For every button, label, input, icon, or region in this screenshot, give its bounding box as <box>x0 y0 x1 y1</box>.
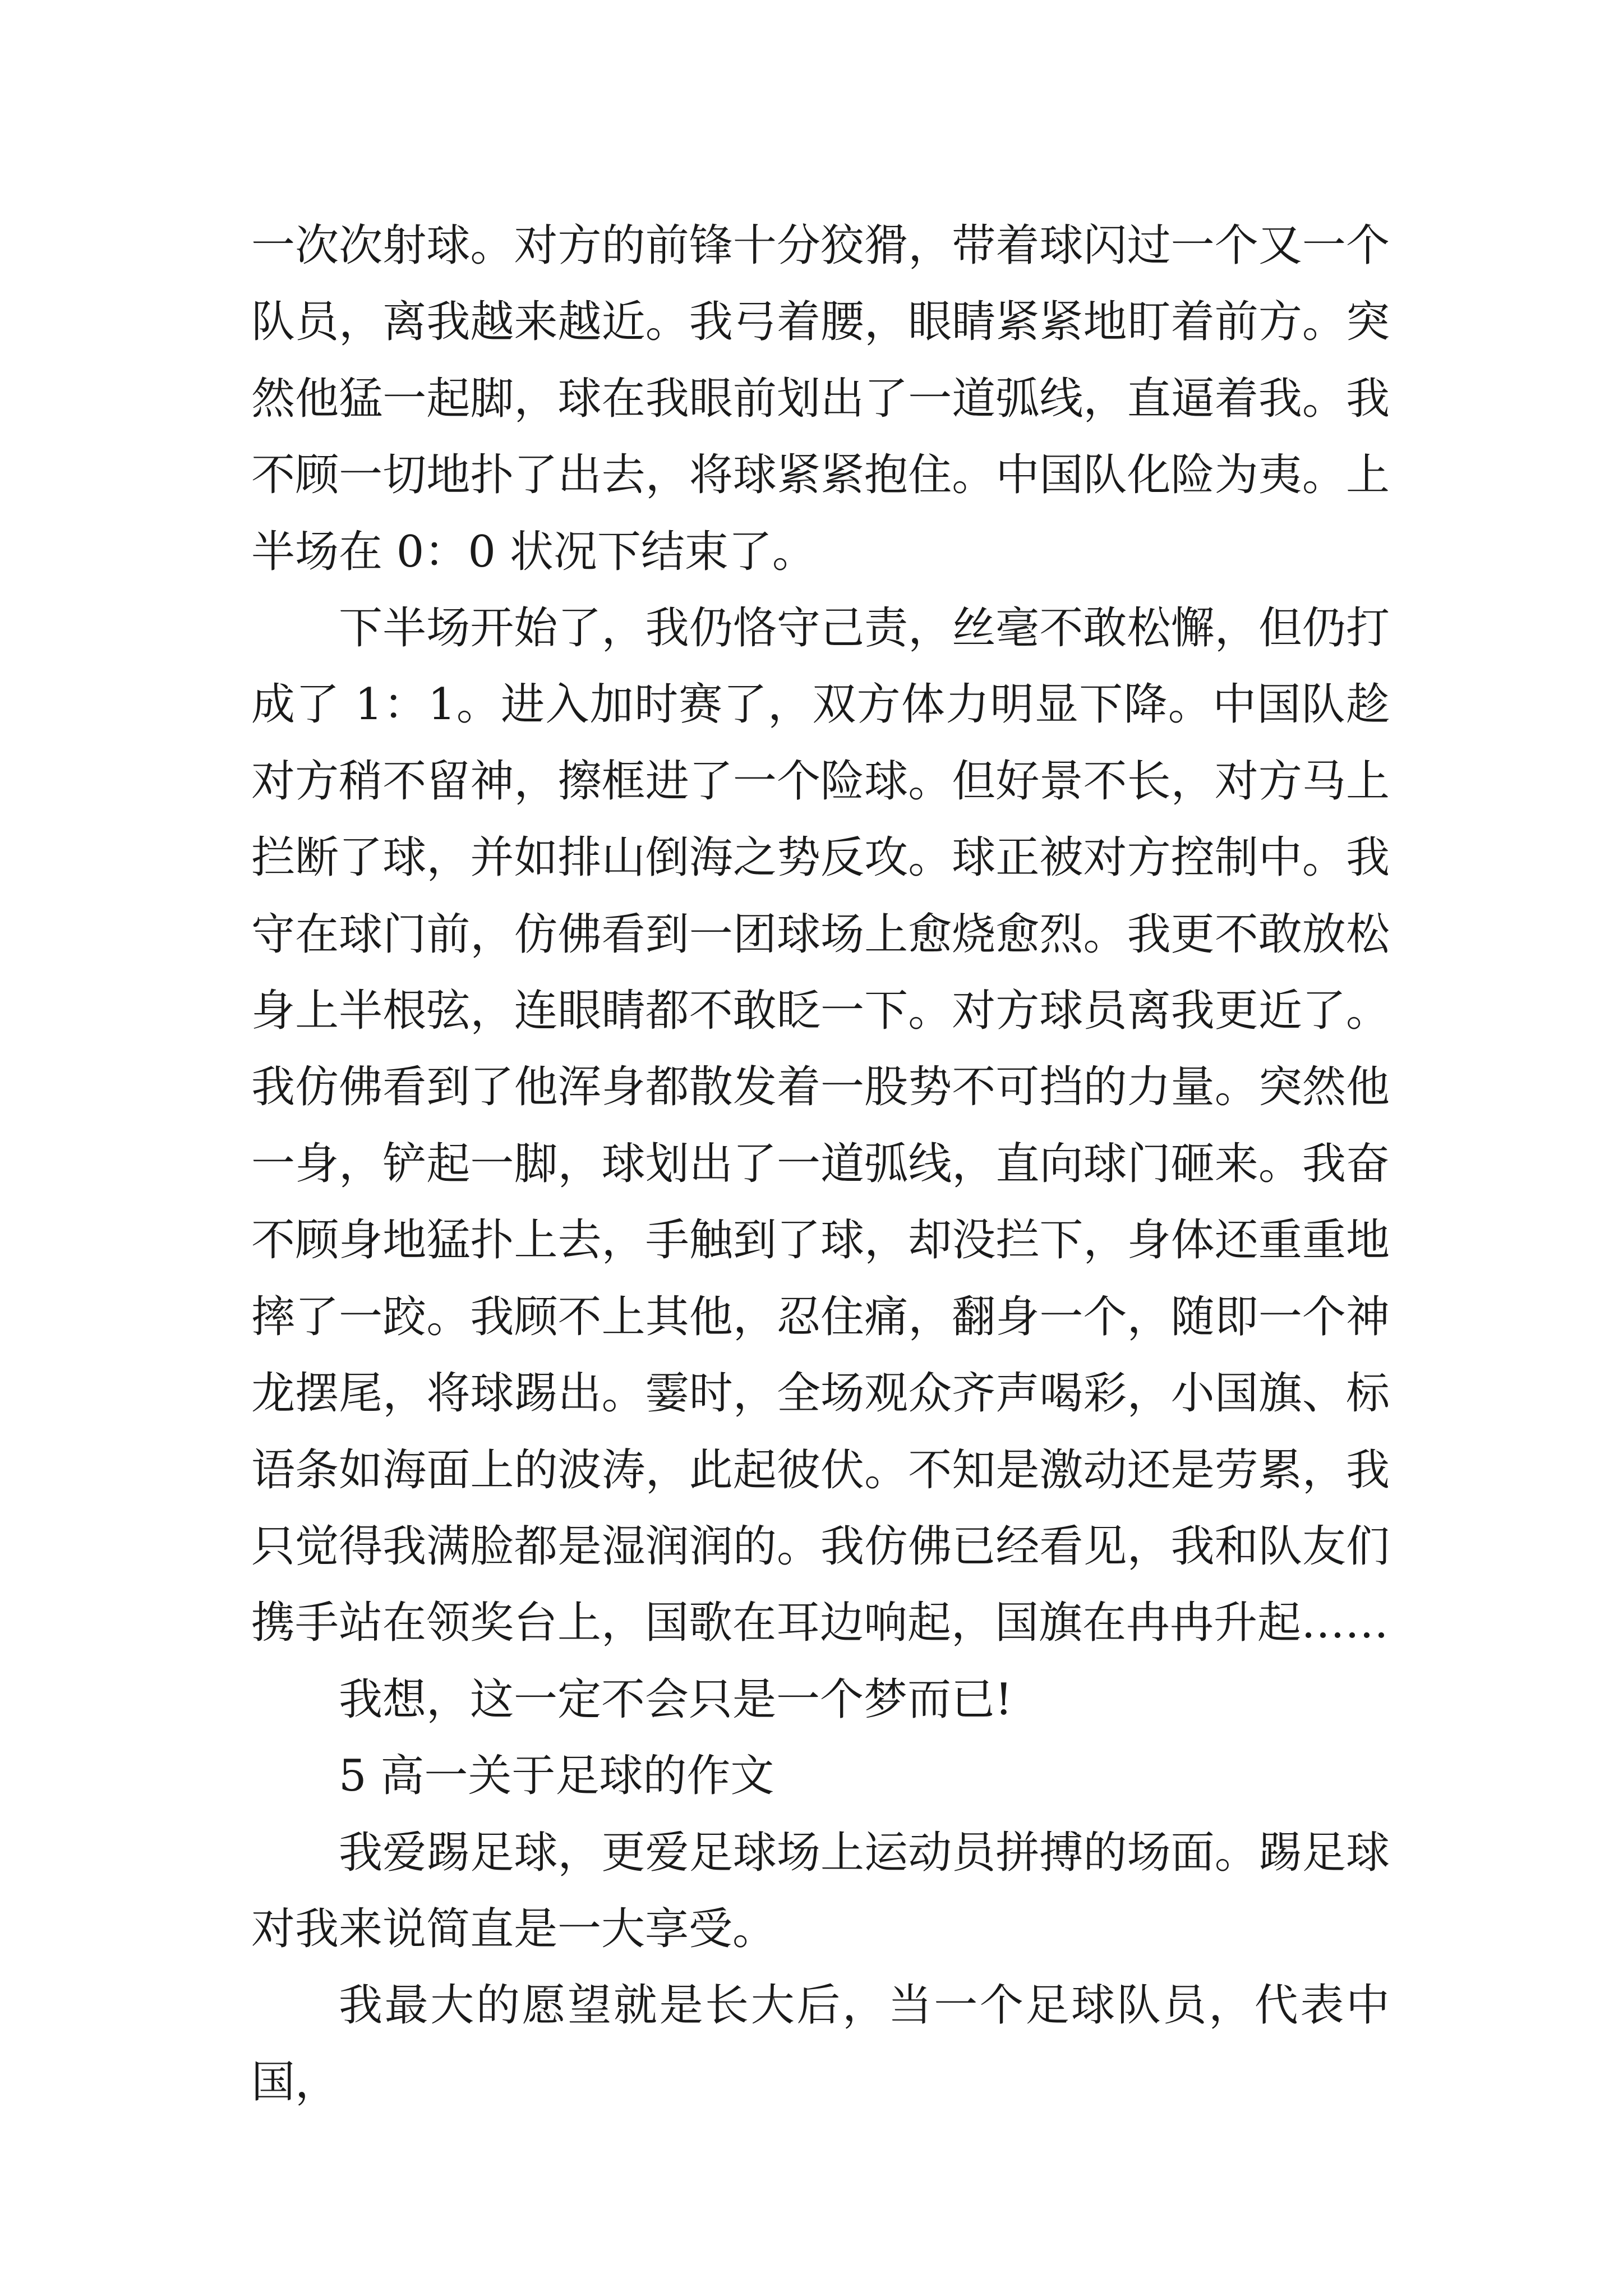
paragraph-4: 我爱踢足球，更爱足球场上运动员拼搏的场面。踢足球对我来说简直是一大享受。 <box>251 1827 1390 1954</box>
paragraph-1: 一次次射球。对方的前锋十分狡猾，带着球闪过一个又一个队员，离我越来越近。我弓着腰，眼睛紧紧地盯着前方。突然他猛一起脚，球在我眼前划出了一道弧线，直逼着我。我不顾一切地扑了出去，将球紧紧抱住。中国队化险为夷。上半场在 0：0 状况下结束了。 <box>251 220 1390 577</box>
paragraph-3: 我想，这一定不会只是一个梦而已! <box>339 1674 1013 1725</box>
section-heading: 5 高一关于足球的作文 <box>339 1751 774 1802</box>
body-text <box>251 208 1390 2120</box>
paragraph-2: 下半场开始了，我仍恪守己责，丝毫不敢松懈，但仍打成了 1：1。进入加时赛了，双方体力明显下降。中国队趁对方稍不留神，擦框进了一个险球。但好景不长，对方马上拦断了球，并如排山倒海之势反攻。球正被对方控制中。我守在球门前，仿佛看到一团球场上愈烧愈烈。我更不敢放松身上半根弦，连眼睛都不敢眨一下。对方球员离我更近了。我仿佛看到了他浑身都散发着一股势不可挡的力量。突然他一身，铲起一脚，球划出了一道弧线，直向球门砸来。我奋不顾身地猛扑上去，手触到了球，却没拦下，身体还重重地摔了一跤。我顾不上其他，忍住痛，翻身一个，随即一个神龙摆尾，将球踢出。霎时，全场观众齐声喝彩，小国旗、标语条如海面上的波涛，此起彼伏。不知是激动还是劳累，我只觉得我满脸都是湿润润的。我仿佛已经看见，我和队友们携手站在领奖台上，国歌在耳边响起，国旗在冉冉升起…… <box>251 603 1390 1649</box>
paragraph-5: 我最大的愿望就是长大后，当一个足球队员，代表中国， <box>251 1980 1390 2108</box>
